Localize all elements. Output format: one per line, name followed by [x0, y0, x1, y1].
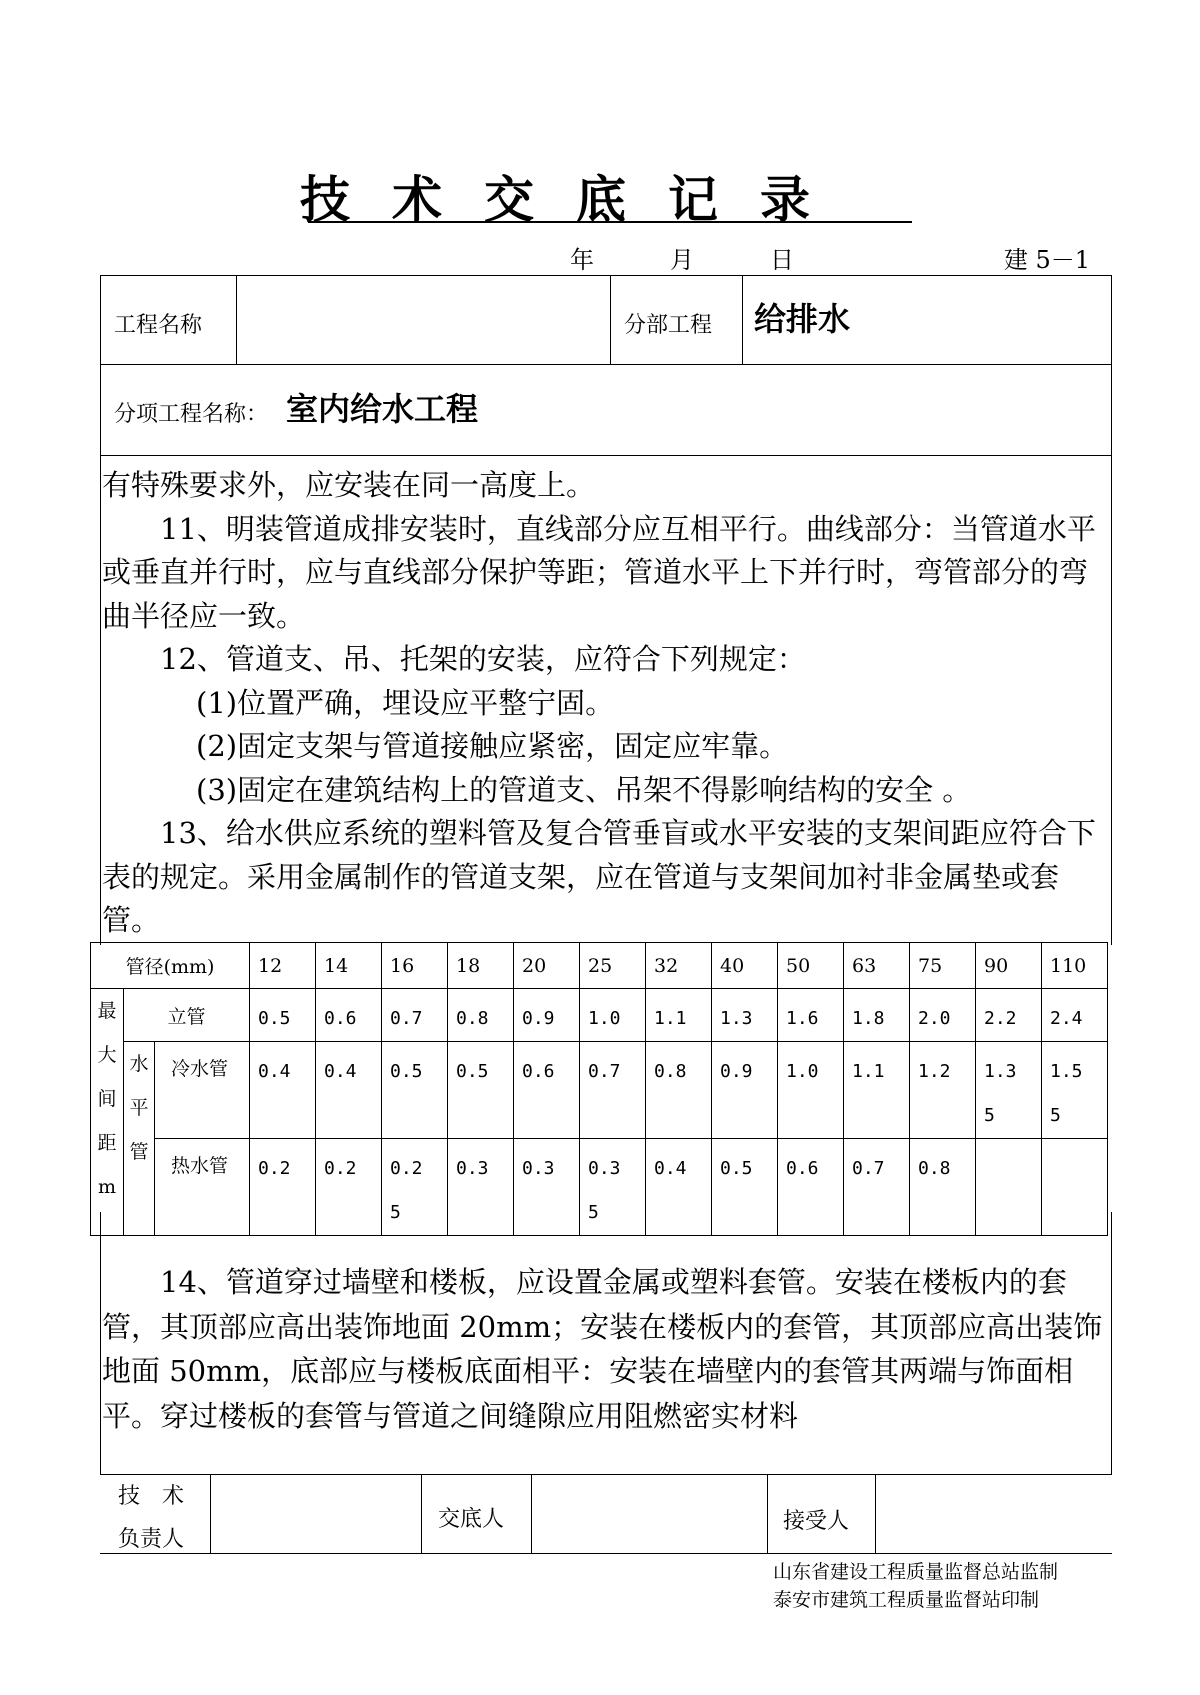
table-cell: 0.6	[778, 1139, 844, 1236]
table-cell: 0.5	[712, 1139, 778, 1236]
diameter-header: 管径(mm)	[91, 943, 250, 989]
footer-line: 山东省建设工程质量监督总站监制	[773, 1561, 1059, 1583]
table-cell: 20	[514, 943, 580, 989]
paragraph: 14、管道穿过墙壁和楼板，应设置金属或塑料套管。安装在楼板内的套管，其顶部应高出装饰地面 20mm；安装在楼板内的套管，其顶部应高出装饰地面 50mm，底部应与楼板底面相平：安装在墙壁内的套管其两端与饰面相平。穿过楼板的套管与管道之间缝隙应用阻燃密实材料	[102, 1265, 1103, 1433]
frame-line	[100, 455, 1112, 456]
body-text-continued	[102, 1260, 1110, 1438]
table-cell: 0.25	[382, 1139, 448, 1236]
table-cell: 1.6	[778, 989, 844, 1042]
support-spacing-table	[90, 942, 1108, 1236]
table-cell: 1.1	[844, 1042, 910, 1139]
table-cell: 0.5	[448, 1042, 514, 1139]
presenter-signature-field[interactable]	[533, 1476, 766, 1552]
table-cell: 1.35	[976, 1042, 1042, 1139]
table-cell: 0.2	[250, 1139, 316, 1236]
form-code: 建 5－1	[1003, 246, 1090, 274]
frame-line	[875, 1474, 876, 1553]
frame-line	[767, 1474, 768, 1553]
subitem-value[interactable]: 室内给水工程	[286, 390, 479, 428]
table-cell: 0.7	[580, 1042, 646, 1139]
receiver-label: 接受人	[783, 1509, 850, 1534]
table-row	[91, 989, 1108, 1042]
table-cell: 0.5	[250, 989, 316, 1042]
tech-lead-label: 负责人	[118, 1527, 185, 1552]
table-cell: 1.55	[1042, 1042, 1108, 1139]
row-group-label: 最 大 间 距 m	[91, 989, 124, 1236]
paragraph: 12、管道支、吊、托架的安装，应符合下列规定：	[160, 642, 806, 676]
table-cell: 0.6	[514, 1042, 580, 1139]
table-cell: 75	[910, 943, 976, 989]
table-cell: 0.4	[646, 1139, 712, 1236]
table-cell: 0.35	[580, 1139, 646, 1236]
frame-line	[742, 275, 743, 364]
date-month: 月	[670, 246, 694, 274]
table-row	[91, 943, 1108, 989]
cold-pipe-label: 冷水管	[155, 1042, 250, 1139]
table-cell: 2.0	[910, 989, 976, 1042]
frame-line	[100, 1212, 101, 1474]
footer-line: 泰安市建筑工程质量监督站印制	[773, 1589, 1040, 1611]
date-year: 年	[570, 246, 594, 274]
body-text	[102, 464, 1110, 943]
frame-line	[421, 1474, 422, 1553]
frame-line	[100, 364, 1112, 365]
table-row	[91, 1139, 1108, 1236]
receiver-signature-field[interactable]	[877, 1476, 1110, 1552]
table-cell: 0.8	[448, 989, 514, 1042]
table-cell: 63	[844, 943, 910, 989]
table-cell: 1.1	[646, 989, 712, 1042]
table-cell: 50	[778, 943, 844, 989]
table-cell: 90	[976, 943, 1042, 989]
table-cell	[1042, 1139, 1108, 1236]
table-cell: 25	[580, 943, 646, 989]
table-row	[91, 1042, 1108, 1139]
table-cell: 1.8	[844, 989, 910, 1042]
table-cell: 0.7	[844, 1139, 910, 1236]
table-cell: 0.2	[316, 1139, 382, 1236]
table-cell: 0.4	[250, 1042, 316, 1139]
frame-line	[610, 275, 611, 364]
presenter-label: 交底人	[438, 1507, 505, 1532]
paragraph: (1)位置严确，埋设应平整宁固。	[196, 685, 615, 720]
date-day: 日	[770, 246, 794, 274]
table-cell: 0.7	[382, 989, 448, 1042]
paragraph: 13、给水供应系统的塑料管及复合管垂盲或水平安装的支架间距应符合下表的规定。采用金属制作的管道支架，应在管道与支架间加衬非金属垫或套管。	[102, 816, 1096, 937]
frame-line	[210, 1474, 211, 1553]
frame-line	[100, 1553, 1112, 1554]
table-cell: 32	[646, 943, 712, 989]
table-cell: 16	[382, 943, 448, 989]
tech-lead-signature-field[interactable]	[212, 1476, 420, 1552]
table-cell: 0.3	[514, 1139, 580, 1236]
paragraph: (2)固定支架与管道接触应紧密，固定应牢靠。	[196, 729, 789, 763]
table-cell: 0.8	[910, 1139, 976, 1236]
table-cell: 1.0	[778, 1042, 844, 1139]
frame-line	[1111, 275, 1112, 455]
project-name-label: 工程名称	[114, 313, 203, 338]
page-title: 技术交底记录	[300, 170, 852, 229]
table-cell: 0.3	[448, 1139, 514, 1236]
table-cell: 2.2	[976, 989, 1042, 1042]
vertical-pipe-label: 立管	[124, 989, 250, 1042]
table-cell: 1.0	[580, 989, 646, 1042]
frame-line	[1111, 1212, 1112, 1474]
table-cell: 0.9	[514, 989, 580, 1042]
table-cell: 1.2	[910, 1042, 976, 1139]
frame-line	[236, 275, 237, 364]
title-underline	[308, 221, 912, 223]
paragraph: (3)固定在建筑结构上的管道支、吊架不得影响结构的安全 。	[196, 772, 972, 807]
frame-line	[1111, 455, 1112, 945]
table-cell: 2.4	[1042, 989, 1108, 1042]
table-cell: 18	[448, 943, 514, 989]
table-cell: 0.9	[712, 1042, 778, 1139]
frame-line	[100, 275, 101, 455]
table-cell: 0.4	[316, 1042, 382, 1139]
hot-pipe-label: 热水管	[155, 1139, 250, 1236]
table-cell: 1.3	[712, 989, 778, 1042]
table-cell: 0.8	[646, 1042, 712, 1139]
table-cell: 14	[316, 943, 382, 989]
frame-line	[531, 1474, 532, 1553]
table-cell	[976, 1139, 1042, 1236]
paragraph: 有特殊要求外，应安装在同一高度上。	[102, 468, 596, 502]
table-cell: 40	[712, 943, 778, 989]
table-cell: 110	[1042, 943, 1108, 989]
frame-line	[100, 1474, 1112, 1475]
subitem-label: 分项工程名称：	[114, 402, 269, 427]
horizontal-pipe-label: 水 平 管	[124, 1042, 155, 1236]
division-label: 分部工程	[624, 313, 713, 338]
division-value[interactable]: 给排水	[754, 300, 851, 338]
frame-line	[100, 275, 1112, 276]
paragraph: 11、明装管道成排安装时，直线部分应互相平行。曲线部分：当管道水平或垂直并行时，应与直线部分保护等距；管道水平上下并行时，弯管部分的弯曲半径应一致。	[102, 511, 1096, 633]
table-cell: 0.6	[316, 989, 382, 1042]
frame-line	[100, 455, 101, 945]
tech-lead-label: 技 术	[118, 1484, 185, 1509]
table-cell: 0.5	[382, 1042, 448, 1139]
table-cell: 12	[250, 943, 316, 989]
